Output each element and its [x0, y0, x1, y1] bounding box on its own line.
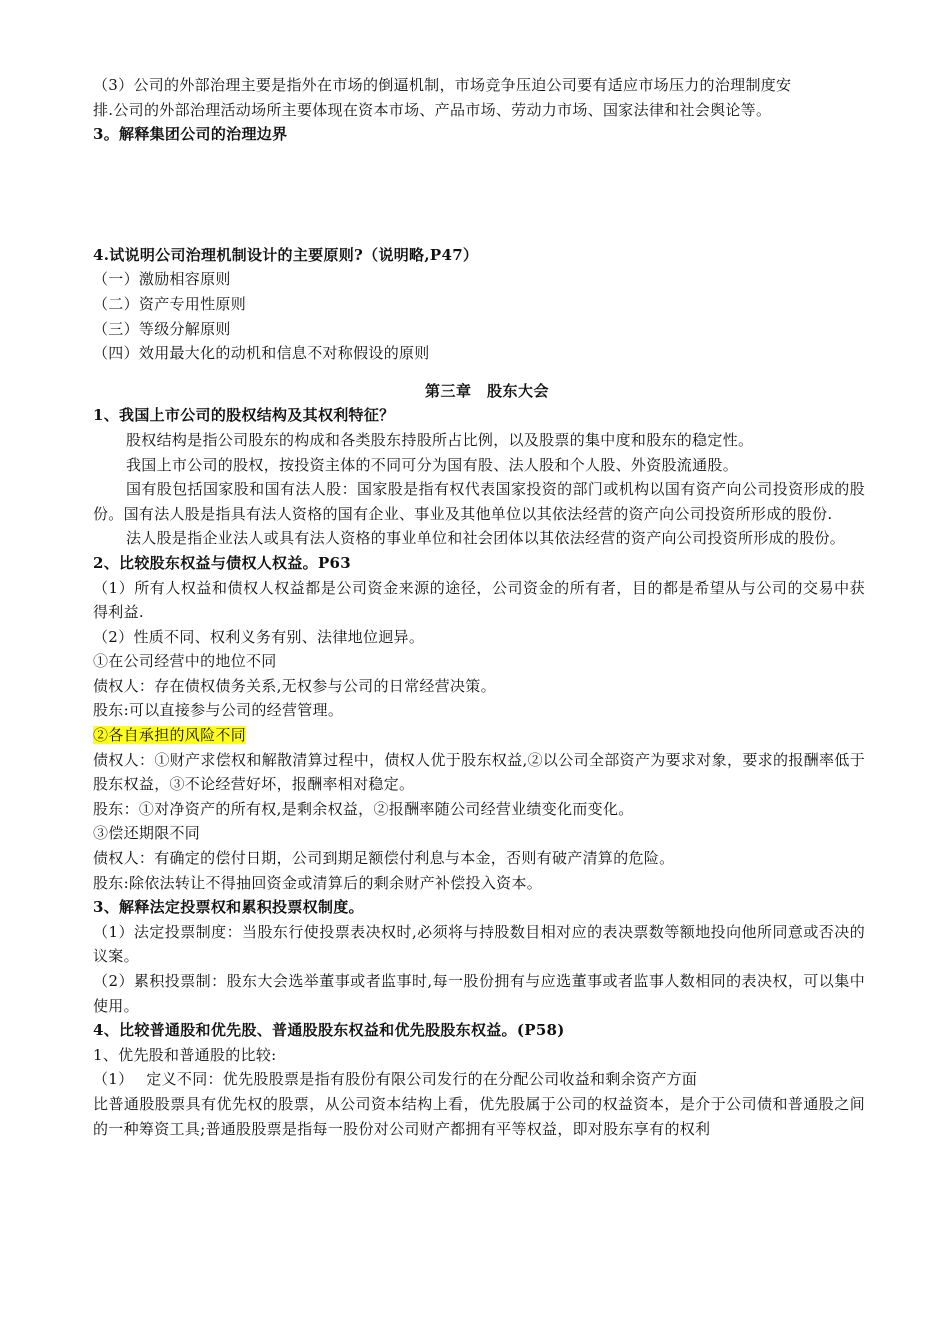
highlighted-text: ②各自承担的风险不同 — [93, 726, 247, 745]
c3q2-s1-title: ①在公司经营中的地位不同 — [93, 652, 277, 671]
c3q2-s1-shareholder: 股东:可以直接参与公司的经营管理。 — [93, 701, 344, 720]
c3q3-paragraph: （2）累积投票制：股东大会选举董事或者监事时,每一股份拥有与应选董事或者监事人数相同的表决权，可以集中使用。 — [93, 972, 865, 1015]
q4-item: （四）效用最大化的动机和信息不对称假设的原则 — [93, 344, 430, 363]
c3q2-s2-shareholder: 股东：①对净资产的所有权,是剩余权益，②报酬率随公司经营业绩变化而变化。 — [93, 799, 634, 818]
c3q4-definition: （1） 定义不同：优先股股票是指有股份有限公司发行的在分配公司收益和剩余资产方面 — [93, 1070, 698, 1089]
c3q3-title: 3、解释法定投票权和累积投票权制度。 — [93, 898, 364, 917]
q4-title: 4.试说明公司治理机制设计的主要原则?（说明略,P47） — [93, 245, 479, 264]
q4-item: （一）激励相容原则 — [93, 270, 231, 289]
c3q1-paragraph: 国有股包括国家股和国有法人股：国家股是指有权代表国家投资的部门或机构以国有资产向公司投资形成的股份。国有法人股是指具有法人资格的国有企业、事业及其他单位以其依法经营的资产向公司投资所形成的股份. — [93, 480, 865, 523]
q4-item: （二）资产专用性原则 — [93, 294, 247, 313]
c3q2-s2-creditor: 债权人：①财产求偿权和解散清算过程中，债权人优于股东权益,②以公司全部资产为要求对象，要求的报酬率低于股东权益，③不论经营好坏，报酬率相对稳定。 — [93, 750, 865, 794]
c3q4-subtitle: 1、优先股和普通股的比较: — [93, 1045, 277, 1064]
c3q2-s3-creditor: 债权人：有确定的偿付日期，公司到期足额偿付利息与本金，否则有破产清算的危险。 — [93, 849, 675, 868]
c3q1-paragraph: 法人股是指企业法人或具有法人资格的事业单位和社会团体以其依法经营的资产向公司投资所形成的股份。 — [126, 529, 846, 548]
c3q2-s3-title: ③偿还期限不同 — [93, 824, 201, 843]
c3q2-s2-title — [93, 723, 865, 748]
c3q1-paragraph: 我国上市公司的股权，按投资主体的不同可分为国有股、法人股和个人股、外资股流通股。 — [126, 455, 739, 474]
c3q1-paragraph: 股权结构是指公司股东的构成和各类股东持股所占比例，以及股票的集中度和股东的稳定性。 — [126, 430, 754, 449]
q3-title: 3。解释集团公司的治理边界 — [93, 125, 288, 144]
blank-answer-space — [93, 147, 865, 243]
document-page — [93, 73, 865, 1141]
q2-part3-line2: 排.公司的外部治理活动场所主要体现在资本市场、产品市场、劳动力市场、国家法律和社会舆论等。 — [93, 100, 772, 119]
c3q2-paragraph: （2）性质不同、权利义务有别、法律地位迥异。 — [93, 627, 425, 646]
c3q1-title: 1、我国上市公司的股权结构及其权利特征？ — [93, 406, 395, 425]
q2-part3-line1: （3）公司的外部治理主要是指外在市场的倒逼机制，市场竞争压迫公司要有适应市场压力的治理制度安 — [93, 76, 792, 94]
c3q2-title: 2、比较股东权益与债权人权益。P63 — [93, 553, 351, 572]
chapter-title: 第三章 股东大会 — [424, 381, 549, 400]
q4-item: （三）等级分解原则 — [93, 319, 231, 338]
c3q2-paragraph: （1）所有人权益和债权人权益都是公司资金来源的途径，公司资金的所有者，目的都是希望从与公司的交易中获得利益. — [93, 578, 865, 622]
c3q4-definition-cont: 比普通股股票具有优先权的股票，从公司资本结构上看，优先股属于公司的权益资本，是介于公司债和普通股之间的一种筹资工具;普通股股票是指每一股份对公司财产都拥有平等权益，即对股东享有的权利 — [93, 1094, 865, 1138]
c3q2-s1-creditor: 债权人：存在债权债务关系,无权参与公司的日常经营决策。 — [93, 676, 496, 695]
c3q3-paragraph: （1）法定投票制度：当股东行使投票表决权时,必须将与持股数目相对应的表决票数等额地投向他所同意或否决的议案。 — [93, 922, 865, 966]
c3q2-s3-shareholder: 股东:除依法转让不得抽回资金或清算后的剩余财产补偿投入资本。 — [93, 873, 543, 892]
c3q4-title: 4、比较普通股和优先股、普通股股东权益和优先股股东权益。(P58) — [93, 1021, 565, 1040]
